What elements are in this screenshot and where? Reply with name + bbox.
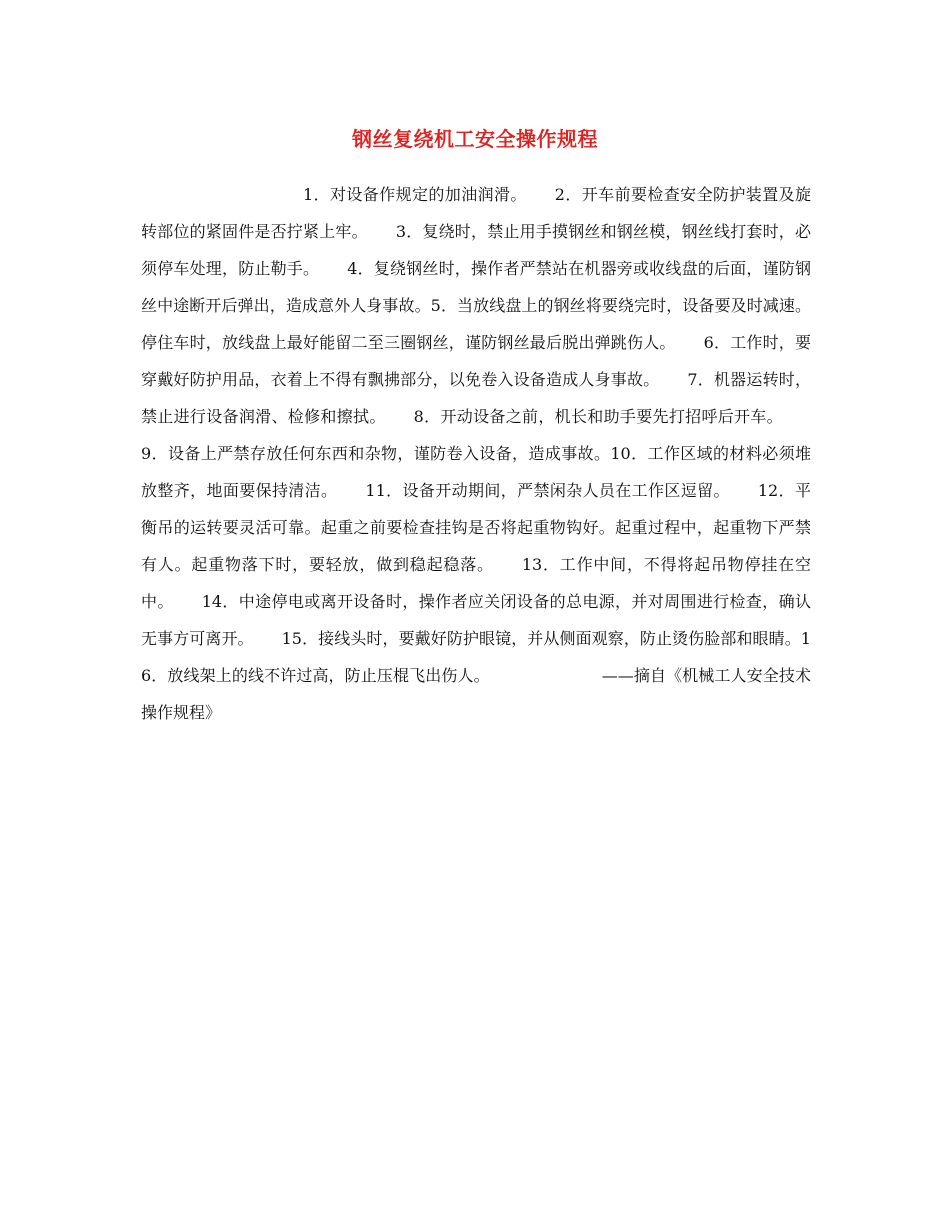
document-title: 钢丝复绕机工安全操作规程	[352, 127, 598, 151]
rule-item-1: 1．对设备作规定的加油润滑。	[303, 185, 527, 204]
rule-item-10: 10．工作区域的材料必须堆放整齐，地面要保持清洁。	[141, 444, 811, 500]
rule-item-15: 15．接线头时，要戴好防护眼镜，并从侧面观察，防止烫伤脸部和眼睛。	[281, 629, 801, 648]
rule-item-16: 16．放线架上的线不许过高，防止压棍飞出伤人。	[141, 629, 811, 685]
document-body	[141, 176, 811, 731]
rule-item-6: 6．工作时，要穿戴好防护用品，衣着上不得有飘拂部分，以免卷入设备造成人身事故。	[141, 333, 811, 389]
rule-item-9: 9．设备上严禁存放任何东西和杂物，谨防卷入设备，造成事故。	[141, 444, 611, 463]
rule-item-2: 2．开车前要检查安全防护装置及旋转部位的紧固件是否拧紧上牢。	[141, 185, 811, 241]
rule-item-7: 7．机器运转时，禁止进行设备润滑、检修和擦拭。	[141, 370, 811, 426]
rule-item-14: 14．中途停电或离开设备时，操作者应关闭设备的总电源，并对周围进行检查，确认无事方可离开。	[141, 592, 811, 648]
rule-item-8: 8．开动设备之前，机长和助手要先打招呼后开车。	[413, 407, 783, 426]
rule-item-12: 12．平衡吊的运转要灵活可靠。起重之前要检查挂钩是否将起重物钩好。起重过程中，起重物下严禁有人。起重物落下时，要轻放，做到稳起稳落。	[141, 481, 811, 574]
rule-item-5: 5．当放线盘上的钢丝将要绕完时，设备要及时减速。停住车时，放线盘上最好能留二至三圈钢丝，谨防钢丝最后脱出弹跳伤人。	[141, 296, 811, 352]
rule-item-4: 4．复绕钢丝时，操作者严禁站在机器旁或收线盘的后面，谨防钢丝中途断开后弹出，造成意外人身事故。	[141, 259, 811, 315]
rule-item-3: 3．复绕时，禁止用手摸钢丝和钢丝模，钢丝线打套时，必须停车处理，防止勒手。	[141, 222, 811, 278]
source-citation: ——摘自《机械工人安全技术操作规程》	[141, 666, 811, 722]
rule-item-11: 11．设备开动期间，严禁闲杂人员在工作区逗留。	[365, 481, 730, 500]
rule-item-13: 13．工作中间，不得将起吊物停挂在空中。	[141, 555, 811, 611]
